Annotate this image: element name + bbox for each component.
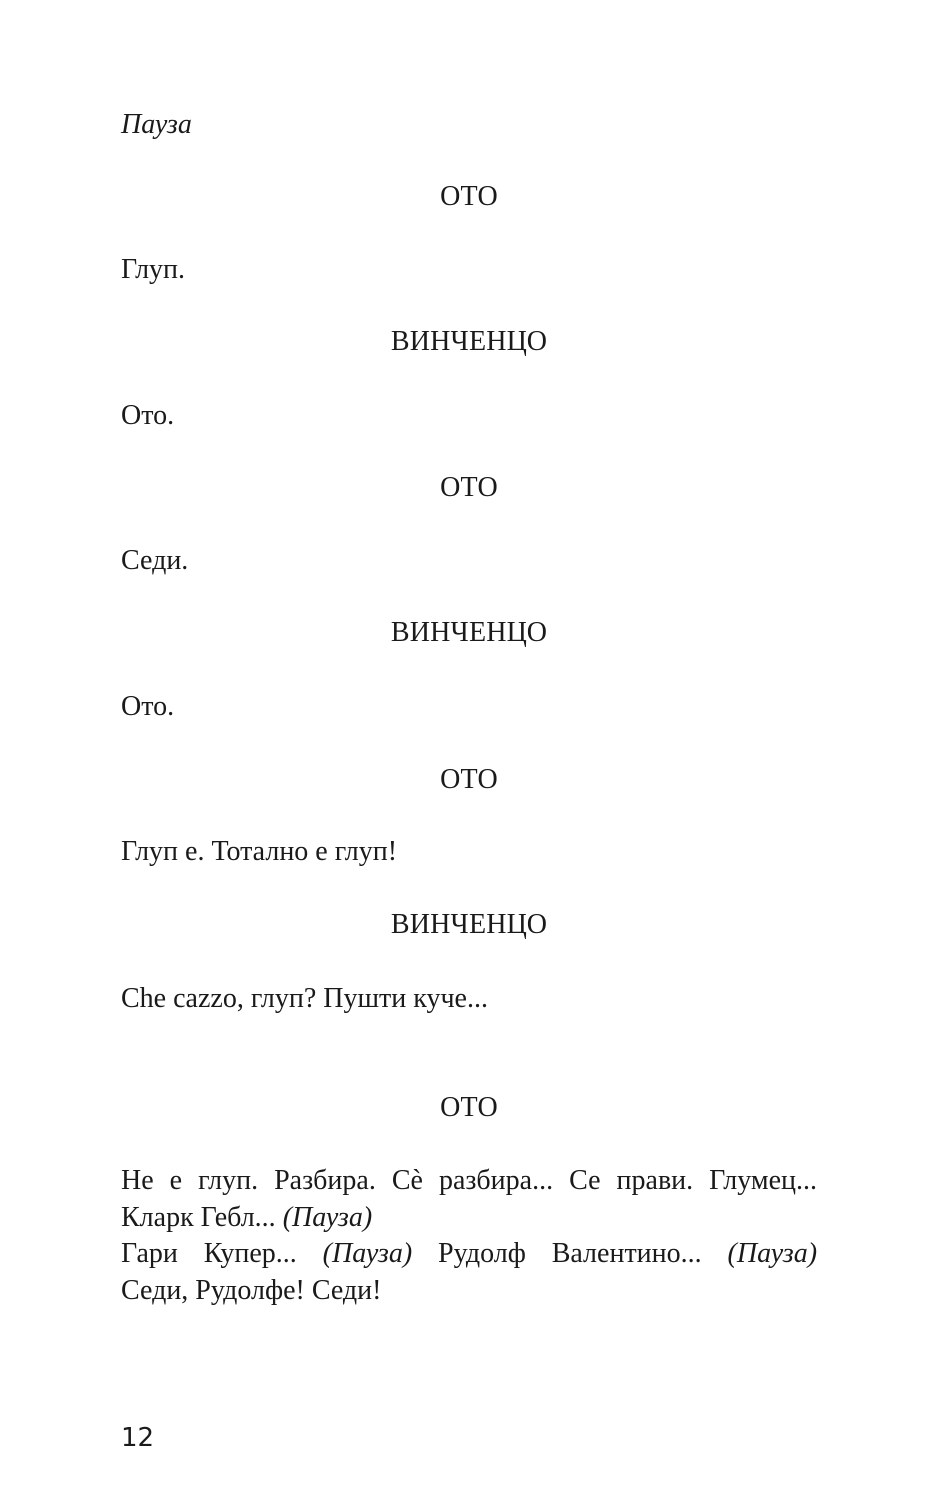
stage-direction-pause: (Пауза) [727, 1238, 818, 1270]
speaker-oto: ОТО [440, 1092, 498, 1123]
speaker-vincenzo: ВИНЧЕНЦО [390, 909, 548, 940]
stage-direction-pause: Пауза [121, 109, 192, 140]
dialogue-line: Глуп. [121, 254, 186, 285]
speaker-vincenzo: ВИНЧЕНЦО [390, 617, 548, 648]
final-speech-paragraph [121, 1163, 817, 1310]
dialogue-line: Ото. [121, 691, 175, 722]
speaker-oto: ОТО [440, 764, 498, 795]
speech-text: Кларк Гебл... [121, 1201, 276, 1233]
speech-line-1: Не е глуп. Разбира. Сѐ разбира... Се прави. Глумец... [121, 1165, 817, 1196]
speaker-oto: ОТО [440, 181, 498, 212]
speech-text: Гари Купер... [121, 1238, 297, 1270]
speech-text: Рудолф Валентино... [438, 1238, 702, 1270]
dialogue-line: Глуп е. Тотално е глуп! [121, 836, 398, 867]
dialogue-line: Седи. [121, 545, 189, 576]
speech-line-2 [121, 1200, 817, 1237]
stage-direction-pause: (Пауза) [282, 1201, 373, 1233]
dialogue-line: Ото. [121, 400, 175, 431]
speaker-vincenzo: ВИНЧЕНЦО [390, 326, 548, 357]
speech-line-4: Седи, Рудолфе! Седи! [121, 1275, 382, 1307]
page-number: 12 [121, 1423, 155, 1453]
dialogue-line: Che cazzo, глуп? Пушти куче... [121, 983, 488, 1014]
stage-direction-pause: (Пауза) [322, 1238, 413, 1270]
speaker-oto: ОТО [440, 472, 498, 503]
speech-line-3 [121, 1236, 817, 1273]
